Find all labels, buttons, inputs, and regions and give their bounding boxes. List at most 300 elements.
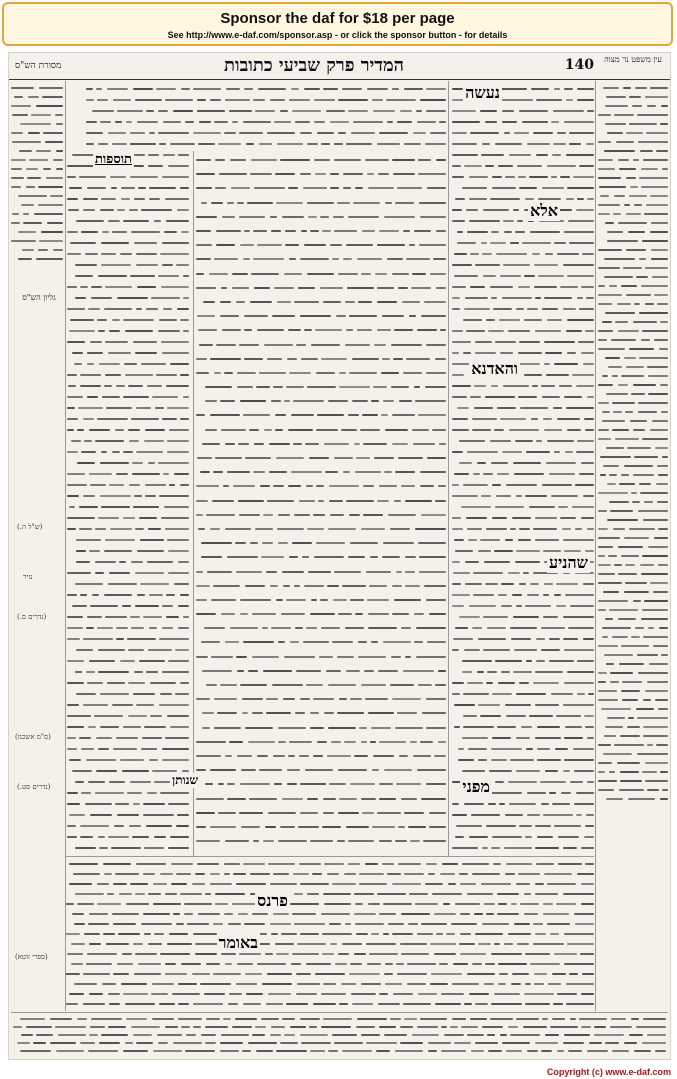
word-mark <box>500 1034 507 1036</box>
word-mark <box>452 143 477 145</box>
word-mark <box>75 847 96 849</box>
text-line <box>452 842 594 853</box>
word-mark <box>446 933 455 935</box>
word-mark <box>103 863 131 865</box>
word-mark <box>457 407 469 409</box>
text-line <box>598 704 668 713</box>
word-mark <box>623 87 631 89</box>
word-mark <box>196 571 203 573</box>
copyright-notice[interactable]: Copyright (c) www.e-daf.com <box>546 1067 671 1077</box>
word-mark <box>621 375 644 377</box>
word-mark <box>67 572 91 574</box>
word-mark <box>67 638 80 640</box>
word-mark <box>441 1026 447 1028</box>
text-line <box>452 457 594 468</box>
word-mark <box>129 209 138 211</box>
word-mark <box>77 462 95 464</box>
word-mark <box>564 682 594 684</box>
word-mark <box>385 983 402 985</box>
word-mark <box>660 123 668 125</box>
word-mark <box>296 973 311 975</box>
word-mark <box>538 198 561 200</box>
word-mark <box>67 176 76 178</box>
word-mark <box>105 341 128 343</box>
word-mark <box>379 798 396 800</box>
word-mark <box>652 276 668 278</box>
word-mark <box>135 99 162 101</box>
word-mark <box>293 400 324 402</box>
word-mark <box>525 953 550 955</box>
word-mark <box>38 249 48 251</box>
word-mark <box>214 121 228 123</box>
word-mark <box>410 840 420 842</box>
word-mark <box>332 883 356 885</box>
word-mark <box>261 1018 279 1020</box>
word-mark <box>361 684 386 686</box>
word-mark <box>301 1042 331 1044</box>
word-mark <box>196 656 208 658</box>
word-mark <box>196 216 217 218</box>
word-mark <box>271 627 291 629</box>
word-mark <box>316 485 324 487</box>
word-mark <box>112 704 133 706</box>
text-line <box>452 743 594 754</box>
word-mark <box>500 275 521 277</box>
word-mark <box>490 242 506 244</box>
word-mark <box>633 384 656 386</box>
word-mark <box>352 1003 373 1005</box>
word-mark <box>426 599 446 601</box>
text-line <box>196 650 446 664</box>
word-mark <box>618 222 647 224</box>
word-mark <box>112 143 127 145</box>
word-mark <box>123 517 135 519</box>
word-mark <box>218 783 224 785</box>
word-mark <box>573 176 594 178</box>
word-mark <box>605 618 613 620</box>
word-mark <box>371 933 379 935</box>
word-mark <box>29 159 48 161</box>
word-mark <box>89 473 112 475</box>
ein-mishpat-label: עין משפט נר מצוה <box>604 55 662 64</box>
word-mark <box>237 386 253 388</box>
word-mark <box>205 429 217 431</box>
word-mark <box>143 873 155 875</box>
word-mark <box>12 213 19 215</box>
text-line <box>13 1015 666 1023</box>
word-mark <box>80 1042 95 1044</box>
word-mark <box>113 748 137 750</box>
word-mark <box>319 656 333 658</box>
text-line <box>11 92 63 101</box>
sponsor-banner[interactable] <box>2 2 673 46</box>
word-mark <box>413 132 426 134</box>
word-mark <box>224 372 233 374</box>
word-mark <box>101 451 107 453</box>
word-mark <box>531 418 538 420</box>
word-mark <box>452 528 463 530</box>
word-mark <box>481 242 487 244</box>
word-mark <box>488 1050 502 1052</box>
word-mark <box>165 973 187 975</box>
word-mark <box>92 110 114 112</box>
word-mark <box>67 836 77 838</box>
text-line <box>196 721 446 735</box>
word-mark <box>165 963 176 965</box>
word-mark <box>117 814 139 816</box>
word-mark <box>248 670 258 672</box>
word-mark <box>350 599 364 601</box>
word-mark <box>274 287 294 289</box>
word-mark <box>153 903 181 905</box>
word-mark <box>363 485 374 487</box>
word-mark <box>222 216 235 218</box>
word-mark <box>170 726 189 728</box>
word-mark <box>36 105 63 107</box>
word-mark <box>278 741 286 743</box>
word-mark <box>210 358 241 360</box>
word-mark <box>196 840 220 842</box>
word-mark <box>612 402 635 404</box>
word-mark <box>661 105 668 107</box>
word-mark <box>158 132 189 134</box>
text-line <box>196 437 446 451</box>
word-mark <box>392 443 408 445</box>
word-mark <box>542 1018 548 1020</box>
text-line <box>67 611 189 622</box>
word-mark <box>465 561 479 563</box>
word-mark <box>240 400 266 402</box>
word-mark <box>73 873 100 875</box>
word-mark <box>363 443 387 445</box>
word-mark <box>481 154 504 156</box>
sponsor-title[interactable]: Sponsor the daf for $18 per page <box>220 10 455 27</box>
text-line <box>11 128 63 137</box>
word-mark <box>20 1018 45 1020</box>
word-mark <box>373 755 394 757</box>
text-line <box>452 281 594 292</box>
word-mark <box>602 411 610 413</box>
word-mark <box>651 258 668 260</box>
word-mark <box>75 297 86 299</box>
word-mark <box>388 923 404 925</box>
word-mark <box>291 471 322 473</box>
word-mark <box>300 812 318 814</box>
text-line <box>452 138 594 149</box>
word-mark <box>56 1050 84 1052</box>
word-mark <box>535 704 559 706</box>
word-mark <box>508 781 537 783</box>
word-mark <box>280 159 310 161</box>
word-mark <box>135 893 145 895</box>
word-mark <box>576 385 594 387</box>
word-mark <box>567 352 576 354</box>
word-mark <box>502 99 533 101</box>
word-mark <box>404 143 421 145</box>
word-mark <box>392 414 415 416</box>
word-mark <box>80 825 109 827</box>
word-mark <box>300 1034 328 1036</box>
word-mark <box>18 258 32 260</box>
word-mark <box>570 1018 576 1020</box>
word-mark <box>236 571 262 573</box>
word-mark <box>317 414 344 416</box>
word-mark <box>67 953 83 955</box>
word-mark <box>76 693 96 695</box>
word-mark <box>90 605 118 607</box>
word-mark <box>136 253 157 255</box>
word-mark <box>267 973 292 975</box>
word-mark <box>579 1018 607 1020</box>
word-mark <box>443 903 450 905</box>
text-line <box>11 110 63 119</box>
word-mark <box>478 638 506 640</box>
word-mark <box>372 99 383 101</box>
word-mark <box>154 220 161 222</box>
word-mark <box>645 780 668 782</box>
word-mark <box>621 285 637 287</box>
word-mark <box>623 267 642 269</box>
word-mark <box>309 1026 317 1028</box>
word-mark <box>520 407 548 409</box>
word-mark <box>529 506 555 508</box>
word-mark <box>99 1042 120 1044</box>
word-mark <box>50 195 63 197</box>
word-mark <box>581 462 594 464</box>
text-line <box>65 929 594 939</box>
text-line <box>11 218 63 227</box>
word-mark <box>533 923 543 925</box>
text-line <box>598 668 668 677</box>
word-mark <box>620 771 639 773</box>
word-mark <box>329 500 343 502</box>
word-mark <box>453 572 470 574</box>
word-mark <box>579 308 594 310</box>
text-line <box>67 578 189 589</box>
word-mark <box>511 983 521 985</box>
word-mark <box>370 741 376 743</box>
word-mark <box>195 873 205 875</box>
word-mark <box>598 699 618 701</box>
word-mark <box>150 715 162 717</box>
word-mark <box>23 213 29 215</box>
word-mark <box>469 220 500 222</box>
word-mark <box>122 770 149 772</box>
word-mark <box>598 384 613 386</box>
word-mark <box>328 528 356 530</box>
word-mark <box>323 88 338 90</box>
text-line <box>598 479 668 488</box>
word-mark <box>150 682 176 684</box>
word-mark <box>343 173 363 175</box>
word-mark <box>171 863 193 865</box>
gemara-heading: באומר <box>218 933 258 952</box>
text-line <box>598 110 668 119</box>
word-mark <box>100 495 131 497</box>
text-line <box>598 407 668 416</box>
word-mark <box>541 1050 552 1052</box>
text-line <box>452 380 594 391</box>
word-mark <box>107 88 128 90</box>
text-line <box>598 614 668 623</box>
word-mark <box>164 231 177 233</box>
word-mark <box>566 198 574 200</box>
text-line <box>452 820 594 831</box>
word-mark <box>517 220 523 222</box>
word-mark <box>136 1042 153 1044</box>
word-mark <box>414 641 423 643</box>
word-mark <box>100 726 119 728</box>
word-mark <box>610 1026 632 1028</box>
word-mark <box>123 726 141 728</box>
text-line <box>196 635 446 649</box>
word-mark <box>420 471 446 473</box>
word-mark <box>392 273 409 275</box>
word-mark <box>125 1003 155 1005</box>
word-mark <box>612 636 628 638</box>
text-line <box>196 224 446 238</box>
word-mark <box>240 684 267 686</box>
word-mark <box>250 873 270 875</box>
word-mark <box>334 457 353 459</box>
word-mark <box>273 913 289 915</box>
word-mark <box>162 627 173 629</box>
word-mark <box>535 539 559 541</box>
tosafot-column <box>86 83 446 149</box>
text-line <box>452 325 594 336</box>
word-mark <box>426 698 446 700</box>
word-mark <box>94 715 123 717</box>
word-mark <box>367 173 374 175</box>
word-mark <box>342 585 366 587</box>
word-mark <box>196 613 216 615</box>
text-line <box>67 281 189 292</box>
word-mark <box>473 572 503 574</box>
word-mark <box>563 616 594 618</box>
word-mark <box>349 973 380 975</box>
reference-note: (ספרי זוטא) <box>15 953 48 961</box>
word-mark <box>84 440 92 442</box>
word-mark <box>356 457 370 459</box>
word-mark <box>633 474 654 476</box>
word-mark <box>162 605 173 607</box>
word-mark <box>237 670 244 672</box>
word-mark <box>452 693 460 695</box>
word-mark <box>185 1050 215 1052</box>
word-mark <box>569 973 578 975</box>
word-mark <box>403 230 410 232</box>
word-mark <box>583 638 594 640</box>
reference-note: נזיר <box>23 573 33 581</box>
word-mark <box>262 983 292 985</box>
word-mark <box>346 670 360 672</box>
word-mark <box>462 671 472 673</box>
word-mark <box>21 204 34 206</box>
word-mark <box>169 429 189 431</box>
word-mark <box>366 1042 397 1044</box>
word-mark <box>167 407 189 409</box>
word-mark <box>619 483 635 485</box>
word-mark <box>573 748 594 750</box>
word-mark <box>505 539 513 541</box>
word-mark <box>641 285 668 287</box>
word-mark <box>526 451 550 453</box>
word-mark <box>395 840 407 842</box>
word-mark <box>230 627 258 629</box>
word-mark <box>138 963 161 965</box>
word-mark <box>454 473 469 475</box>
word-mark <box>243 641 274 643</box>
word-mark <box>131 561 143 563</box>
word-mark <box>513 209 519 211</box>
text-line <box>196 791 446 805</box>
word-mark <box>467 973 495 975</box>
text-line <box>598 767 668 776</box>
word-mark <box>224 873 230 875</box>
word-mark <box>626 132 643 134</box>
word-mark <box>494 943 500 945</box>
word-mark <box>173 110 193 112</box>
text-line <box>598 758 668 767</box>
word-mark <box>193 88 221 90</box>
word-mark <box>210 769 236 771</box>
word-mark <box>515 440 533 442</box>
word-mark <box>492 836 522 838</box>
word-mark <box>97 418 128 420</box>
word-mark <box>575 484 594 486</box>
word-mark <box>483 616 508 618</box>
word-mark <box>540 781 566 783</box>
chapter-title: המדיר פרק שביעי כתובות <box>224 55 404 76</box>
word-mark <box>575 923 594 925</box>
word-mark <box>450 1026 458 1028</box>
word-mark <box>586 297 594 299</box>
word-mark <box>257 329 284 331</box>
text-line <box>196 295 446 309</box>
word-mark <box>531 88 549 90</box>
word-mark <box>610 672 633 674</box>
word-mark <box>278 542 288 544</box>
word-mark <box>112 319 120 321</box>
word-mark <box>605 726 623 728</box>
text-line <box>452 259 594 270</box>
text-line <box>65 949 594 959</box>
word-mark <box>535 825 551 827</box>
word-mark <box>339 372 346 374</box>
word-mark <box>89 993 103 995</box>
word-mark <box>254 287 270 289</box>
word-mark <box>480 539 500 541</box>
word-mark <box>314 121 325 123</box>
text-line <box>67 479 189 490</box>
word-mark <box>216 230 241 232</box>
word-mark <box>578 341 594 343</box>
word-mark <box>487 627 506 629</box>
word-mark <box>196 159 211 161</box>
word-mark <box>452 330 463 332</box>
talmud-page <box>8 52 671 1060</box>
word-mark <box>243 863 265 865</box>
word-mark <box>619 168 636 170</box>
word-mark <box>206 684 217 686</box>
word-mark <box>163 308 172 310</box>
word-mark <box>624 204 630 206</box>
word-mark <box>452 594 470 596</box>
word-mark <box>359 883 387 885</box>
gemara-column <box>196 153 446 853</box>
word-mark <box>608 366 622 368</box>
word-mark <box>71 943 85 945</box>
